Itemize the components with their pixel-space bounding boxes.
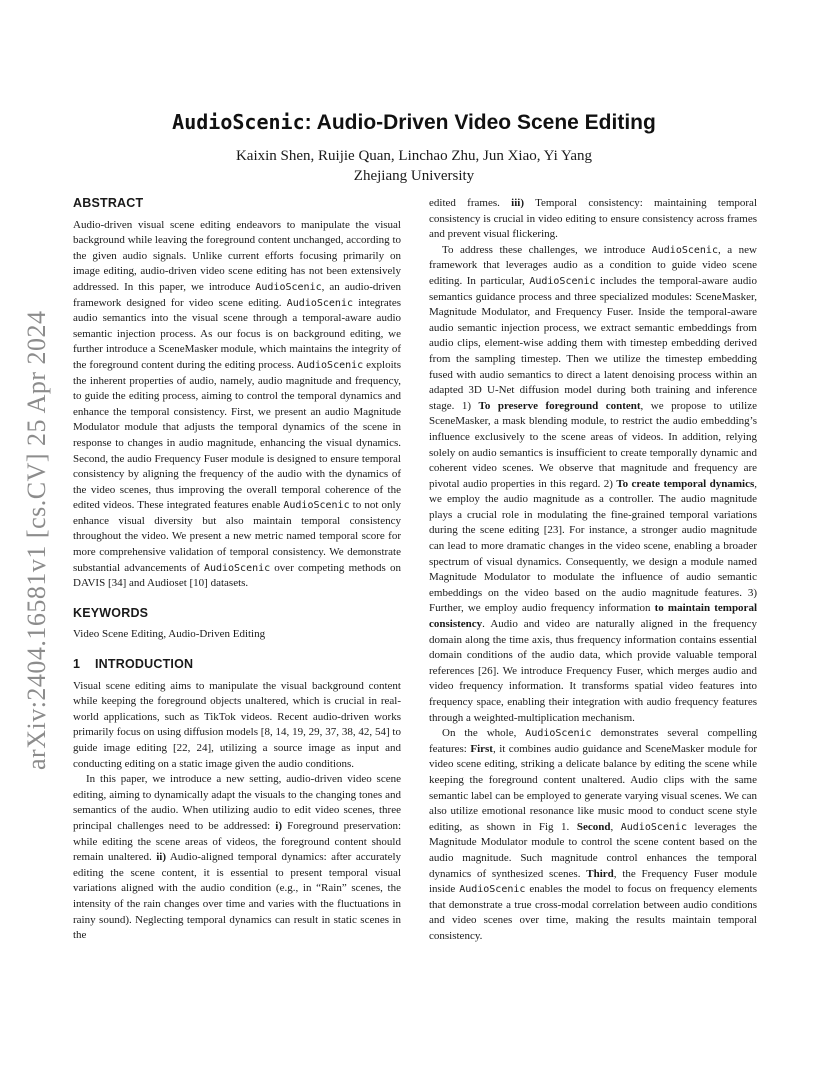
keywords-text: Video Scene Editing, Audio-Driven Editing — [73, 628, 266, 641]
title-rest: : Audio-Driven Video Scene Editing — [304, 111, 656, 134]
paper-title — [0, 110, 828, 135]
abstract-heading: ABSTRACT — [73, 196, 144, 210]
title-system-name: AudioScenic — [172, 110, 305, 134]
left-column — [73, 196, 401, 944]
authors: Kaixin Shen, Ruijie Quan, Linchao Zhu, Jun Xiao, Yi Yang — [235, 148, 593, 164]
right-paragraph-2: To address these challenges, we introduce AudioScenic, a new framework that leverages audio as a condition to guide video scene editing. In particular, AudioScenic includes the temporal-aware audio semantics guidance process and three specialized modules: SceneMasker, Magnitude Modulator, and Frequency Fuser. Inside the temporal-aware audio semantic injection process, we extract semantic embeddings from audio clips, element-wise adding them with timestep embedding derived from the sampling timestep. Then we utilize the timestep embedding fused with audio semantics to direct a latent denoising process within an adapted 3D U-Net diffusion model during both training and inference stage. 1) To preserve foreground content, we propose to utilize SceneMasker, a mask blending module, to restrict the audio embedding’s influence exclusively to the scene areas of videos. In addition, relying solely on audio semantics is insufficient to create temporally dynamic and coherent video scenes. We observe that magnitude and frequency are pivotal audio properties in this regard. 2) To create temporal dynamics, we employ the audio magnitude as a controller. The audio magnitude plays a crucial role in modulating the fine-grained temporal variations during the scene editing [23]. For instance, a stronger audio magnitude can lead to more dramatic changes in the video scene, enabling a broader spectrum of visual dynamics. Consequently, we design a module named Magnitude Modulator to modulate the influence of audio semantic embeddings on the video based on the audio magnitude features. 3) Further, we employ audio frequency information to maintain temporal consistency. Audio and video are naturally aligned in the frequency domain along the time axis, thus frequency information contains essential domain conditions of the audio data, which provide valuable temporal references [26]. We introduce Frequency Fuser, which merges audio and video frequency information. It transforms spatial video features into frequency space, enabling their integration with audio frequency features through a weighted-multiplication mechanism. — [429, 243, 757, 724]
introduction-heading — [73, 657, 401, 673]
affiliation: Zhejiang University — [353, 168, 475, 184]
right-column — [429, 196, 757, 945]
intro-paragraph-1: Visual scene editing aims to manipulate the visual background content while keeping the foreground objects unaltered, which is crucial in real-world applications, such as TikTok videos. Recent audio-driven works primarily focus on using diffusion models [8, 14, 19, 29, 37, 38, 42, 54] to guide image editing [22, 24], utilizing a source image as input and conducting editing on a static image given the audio conditions. — [73, 679, 401, 770]
keywords-heading: KEYWORDS — [73, 605, 149, 620]
section-number: 1 — [73, 657, 81, 672]
section-title: INTRODUCTION — [95, 657, 194, 672]
right-paragraph-3: On the whole, AudioScenic demonstrates several compelling features: First, it combines audio guidance and SceneMasker module for video scene editing, striking a delicate balance by editing the scene while keeping the foreground content unaltered. Audio clips with the same semantic label can be employed to generate varying visual scenes. We can also utilize emotional resonance like music mood to conduct scene style editing, as shown in Fig 1. Second, AudioScenic leverages the Magnitude Modulator module to control the scene content based on the audio magnitude. Such magnitude control enhances the temporal dynamics of synthesized scenes. Third, the Frequency Fuser module inside AudioScenic enables the model to focus on frequency elements that demonstrate a true cross-modal correlation between audio conditions and video scenes over time, making the results maintain temporal consistency. — [429, 727, 758, 942]
arxiv-stamp: arXiv:2404.16581v1 [cs.CV] 25 Apr 2024 — [22, 310, 51, 770]
intro-paragraph-2: In this paper, we introduce a new setting, audio-driven video scene editing, aiming to dynamically adapt the visuals to the changing tones and semantics of the audio. When utilizing audio to edit video scenes, three principal challenges need to be addressed: i) Foreground preservation: while editing the scene areas of videos, the foreground content should remain unaltered. ii) Audio-aligned temporal dynamics: after accurately editing the scene content, it is essential to present temporal visual variations aligned with the audio condition (e.g., in “Rain” scenes, the intensity of the rain changes over time and varies with the fluctuations in rainy sound). Neglecting temporal dynamics can result in static scenes in the — [73, 773, 402, 942]
right-paragraph-1: edited frames. iii) Temporal consistency: maintaining temporal consistency is crucial in video editing to ensure consistency across frames and prevent visual flickering. — [429, 197, 757, 241]
abstract-text: Audio-driven visual scene editing endeavors to manipulate the visual background while leaving the foreground content unchanged, according to the given audio signals. Unlike current efforts focusing primarily on image editing, audio-driven video scene editing has not been extensively addressed. In this paper, we introduce AudioScenic, an audio-driven framework designed for video scene editing. AudioScenic integrates audio semantics into the visual scene through a temporal-aware audio semantic injection process. As our focus is on background editing, we further introduce a SceneMasker module, which maintains the integrity of the foreground content during the editing process. AudioScenic exploits the inherent properties of audio, namely, audio magnitude and frequency, to guide the editing process, aiming to control the temporal dynamics and enhance the temporal consistency. First, we present an audio Magnitude Modulator module that adjusts the temporal dynamics of the scene in response to changes in audio magnitude, enhancing the visual dynamics. Second, the audio Frequency Fuser module is designed to ensure temporal consistency by aligning the frequency of the audio with the dynamics of the video scenes, thus improving the overall temporal coherence of the edited videos. These integrated features enable AudioScenic to not only enhance visual diversity but also maintain temporal consistency throughout the video. We present a new metric named temporal score for more comprehensive validation of temporal consistency. We demonstrate substantial advancements of AudioScenic over competing methods on DAVIS [34] and Audioset [10] datasets. — [73, 218, 402, 590]
